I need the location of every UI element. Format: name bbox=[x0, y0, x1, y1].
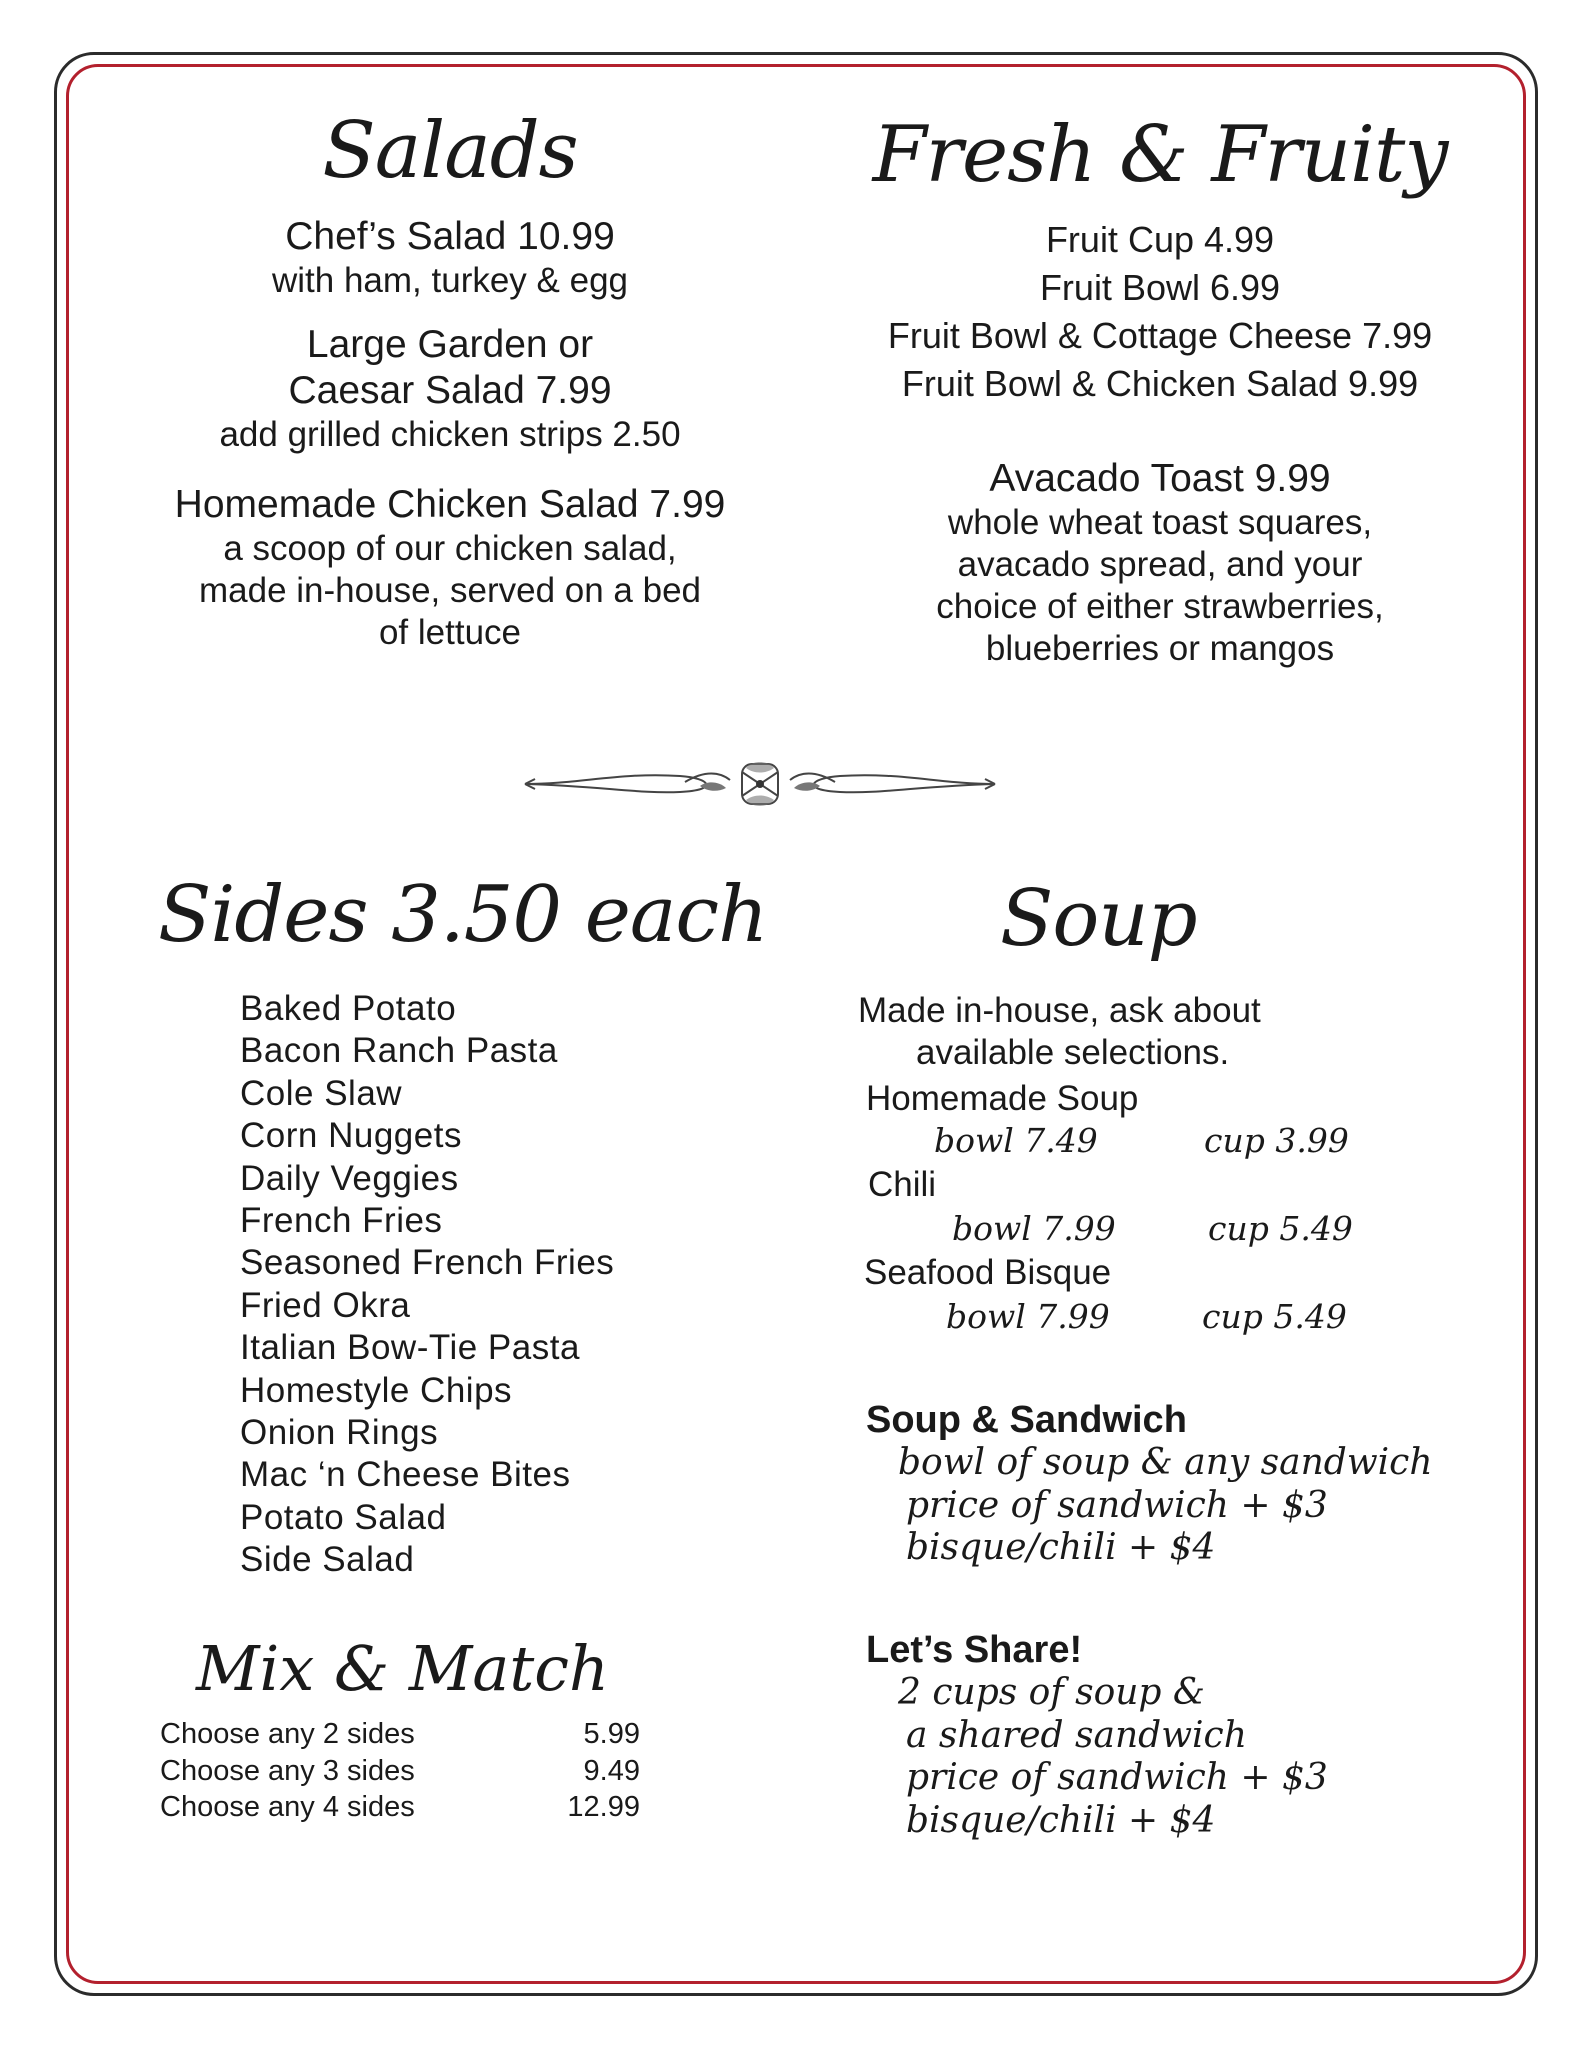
menu-item-desc: choice of either strawberries, bbox=[936, 587, 1384, 626]
detail-line: bisque/chili + $4 bbox=[906, 1799, 1216, 1841]
soup-price-row bbox=[946, 1296, 1347, 1338]
soup-item-name: Chili bbox=[868, 1165, 937, 1204]
menu-item-desc: blueberries or mangos bbox=[985, 629, 1335, 668]
soup-item-name: Seafood Bisque bbox=[864, 1253, 1112, 1292]
list-item: Bacon Ranch Pasta bbox=[240, 1031, 558, 1071]
mix-label: Choose any 2 sides bbox=[160, 1718, 415, 1750]
soup-bowl-price: bowl 7.99 bbox=[946, 1297, 1110, 1336]
soup-price-row bbox=[934, 1120, 1349, 1162]
menu-item-desc: whole wheat toast squares, bbox=[947, 503, 1373, 542]
menu-item-name: Caesar Salad 7.99 bbox=[288, 369, 612, 412]
menu-item-name: Fruit Cup 4.99 bbox=[1045, 219, 1275, 260]
salads-section bbox=[110, 214, 790, 654]
soup-cup-price: cup 5.49 bbox=[1202, 1297, 1347, 1336]
list-item: Baked Potato bbox=[240, 989, 457, 1028]
detail-line: bowl of soup & any sandwich bbox=[898, 1442, 1433, 1483]
soup-intro bbox=[858, 990, 1261, 1074]
soup-bowl-price: bowl 7.99 bbox=[952, 1209, 1116, 1248]
mix-price: 9.49 bbox=[583, 1754, 640, 1787]
detail-line: 2 cups of soup & bbox=[898, 1672, 1205, 1713]
mix-label: Choose any 4 sides bbox=[160, 1791, 415, 1823]
mix-match-heading: Mix & Match bbox=[196, 1632, 609, 1705]
table-row bbox=[160, 1716, 640, 1753]
menu-item-desc: made in-house, served on a bed bbox=[199, 571, 701, 610]
salads-heading: Salads bbox=[322, 106, 578, 196]
menu-item-desc: avacado spread, and your bbox=[957, 545, 1363, 584]
soup-bowl-price: bowl 7.49 bbox=[934, 1121, 1098, 1160]
mix-price: 12.99 bbox=[567, 1791, 640, 1823]
list-item: Seasoned French Fries bbox=[240, 1243, 615, 1283]
menu-item-name: Chef’s Salad 10.99 bbox=[285, 215, 615, 258]
menu-item-name: Fruit Bowl 6.99 bbox=[1039, 267, 1281, 308]
menu-item-desc: add grilled chicken strips 2.50 bbox=[219, 415, 681, 454]
mix-match-table bbox=[160, 1716, 640, 1826]
sides-list bbox=[240, 988, 614, 1582]
soup-intro-line: available selections. bbox=[916, 1033, 1230, 1072]
table-row bbox=[160, 1753, 640, 1790]
list-item: Onion Rings bbox=[240, 1413, 439, 1453]
lets-share-details bbox=[898, 1672, 1328, 1842]
soup-heading: Soup bbox=[1000, 874, 1197, 964]
ornamental-flourish-icon bbox=[520, 752, 1000, 816]
table-row bbox=[160, 1789, 640, 1826]
list-item: Fried Okra bbox=[240, 1285, 411, 1325]
soup-item-name: Homemade Soup bbox=[866, 1079, 1139, 1118]
list-item: Daily Veggies bbox=[240, 1158, 459, 1198]
list-item: Side Salad bbox=[240, 1540, 415, 1580]
sides-heading: Sides 3.50 each bbox=[158, 870, 768, 960]
list-item: Corn Nuggets bbox=[240, 1116, 462, 1156]
detail-line: a shared sandwich bbox=[906, 1714, 1247, 1756]
menu-item-name: Homemade Chicken Salad 7.99 bbox=[174, 483, 726, 526]
detail-line: price of sandwich + $3 bbox=[906, 1757, 1328, 1798]
list-item: Cole Slaw bbox=[240, 1073, 403, 1113]
fresh-fruity-heading: Fresh & Fruity bbox=[872, 110, 1448, 200]
list-item: Italian Bow-Tie Pasta bbox=[240, 1328, 580, 1368]
fresh-fruity-section bbox=[830, 216, 1490, 670]
list-item: Potato Salad bbox=[240, 1497, 447, 1537]
mix-label: Choose any 3 sides bbox=[160, 1754, 415, 1787]
list-item: Homestyle Chips bbox=[240, 1370, 513, 1410]
menu-item-desc: of lettuce bbox=[378, 613, 522, 652]
menu-item-desc: with ham, turkey & egg bbox=[272, 261, 628, 300]
detail-line: bisque/chili + $4 bbox=[906, 1527, 1216, 1568]
menu-item-name: Fruit Bowl & Chicken Salad 9.99 bbox=[901, 363, 1419, 404]
list-item: French Fries bbox=[240, 1201, 443, 1241]
list-item: Mac ‘n Cheese Bites bbox=[240, 1455, 571, 1495]
lets-share-heading: Let’s Share! bbox=[866, 1629, 1083, 1671]
soup-cup-price: cup 5.49 bbox=[1208, 1209, 1353, 1248]
soup-cup-price: cup 3.99 bbox=[1204, 1121, 1349, 1160]
soup-price-row bbox=[952, 1208, 1353, 1250]
menu-item-name: Large Garden or bbox=[306, 323, 594, 366]
soup-sandwich-details bbox=[898, 1442, 1433, 1570]
soup-sandwich-heading: Soup & Sandwich bbox=[866, 1399, 1187, 1441]
menu-item-name: Avacado Toast 9.99 bbox=[989, 457, 1331, 500]
detail-line: price of sandwich + $3 bbox=[906, 1484, 1328, 1526]
menu-item-name: Fruit Bowl & Cottage Cheese 7.99 bbox=[887, 315, 1433, 356]
menu-item-desc: a scoop of our chicken salad, bbox=[223, 529, 677, 568]
mix-price: 5.99 bbox=[583, 1718, 640, 1750]
soup-intro-line: Made in-house, ask about bbox=[858, 991, 1261, 1030]
